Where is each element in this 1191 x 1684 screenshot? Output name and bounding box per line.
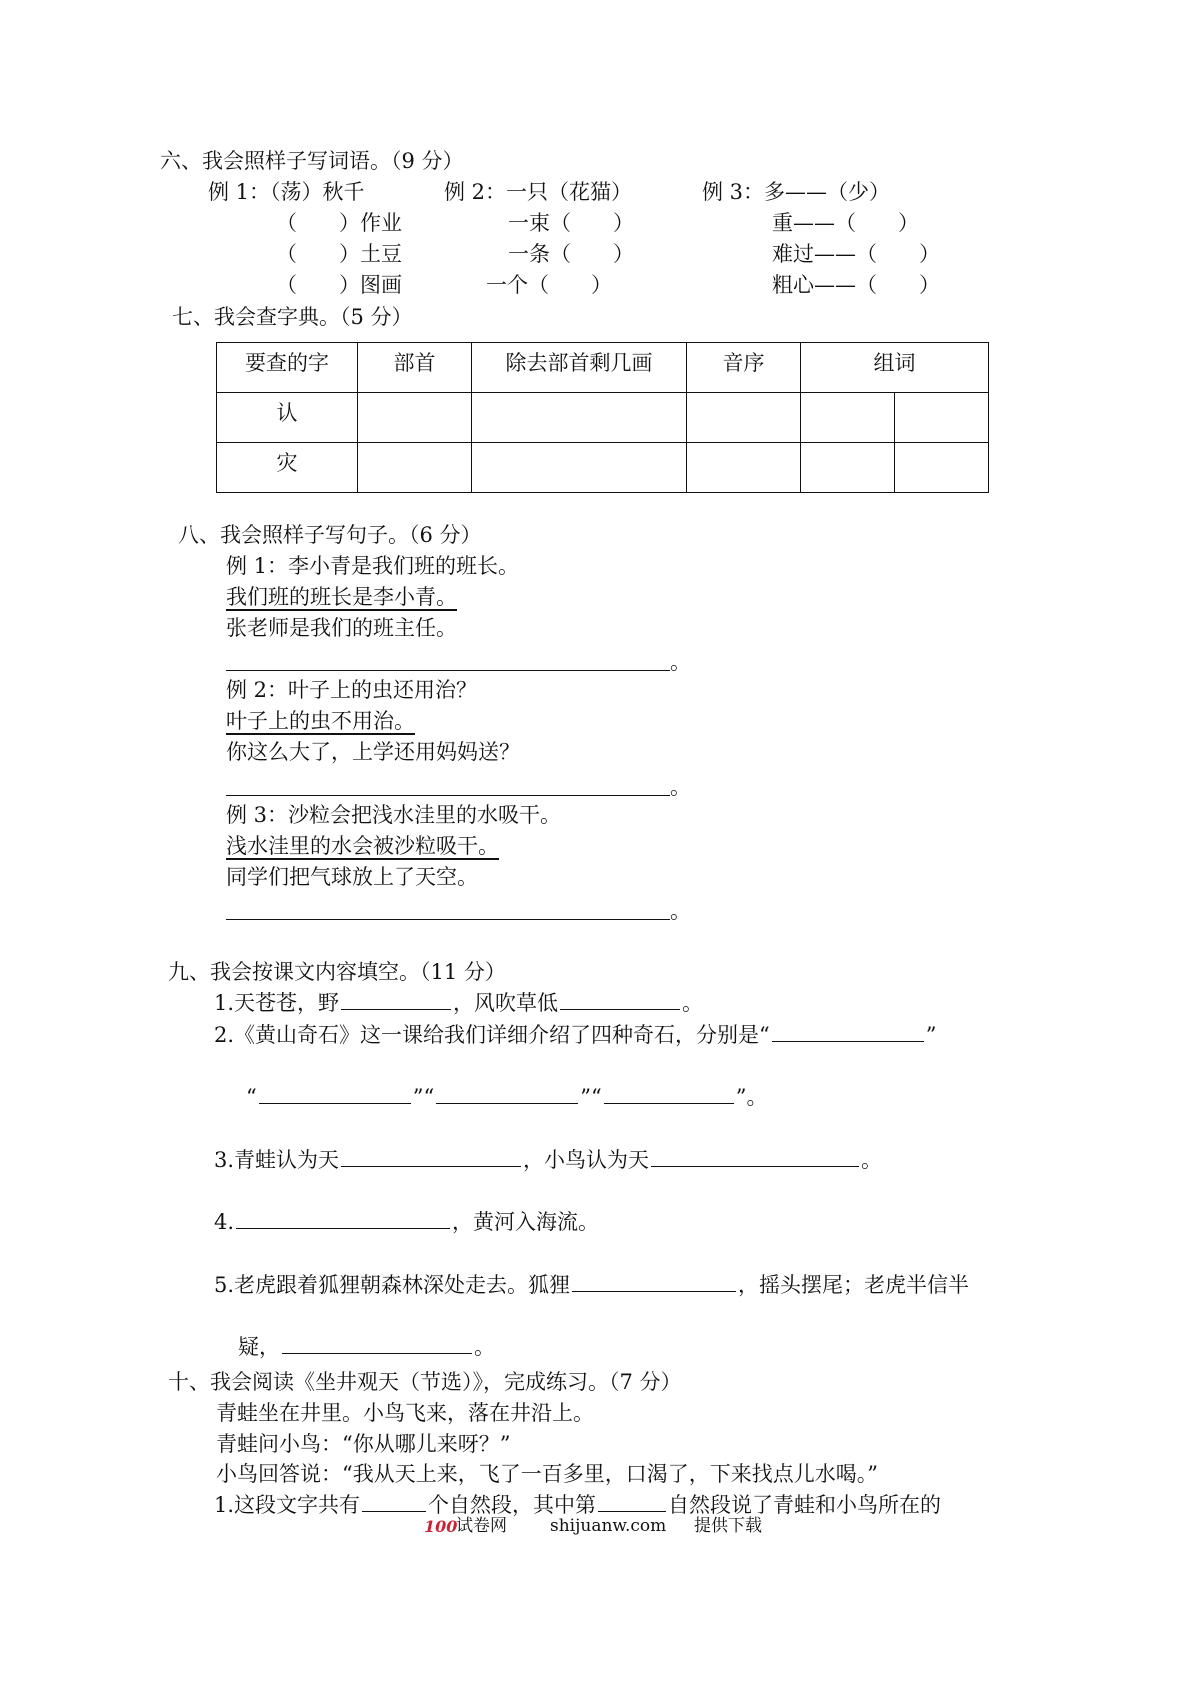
example-3: 例 3：多——（少）	[702, 180, 891, 204]
example-sentence: 例 2：叶子上的虫还用治？	[226, 678, 478, 702]
question-sentence: 你这么大了，上学还用妈妈送？	[226, 740, 520, 764]
q2-blank-4[interactable]	[604, 1102, 734, 1104]
section-10-title: 十、我会阅读《坐井观天（节选）》，完成练习。（7 分）	[168, 1370, 682, 1394]
question-sentence: 张老师是我们的班主任。	[226, 616, 457, 640]
q2-text-f: ”。	[735, 1085, 768, 1109]
footer-note: 提供下载	[694, 1516, 762, 1536]
header-phonetic: 音序	[687, 343, 801, 393]
q2-blank-1[interactable]	[772, 1040, 924, 1042]
q2-text-a: 2.《黄山奇石》这一课给我们详细介绍了四种奇石，分别是“	[214, 1023, 770, 1047]
question-2	[214, 1025, 937, 1046]
header-strokes: 除去部首剩几画	[472, 343, 687, 393]
fill-blank-c1-3[interactable]: （ ）图画	[276, 273, 402, 297]
dictionary-table	[216, 342, 989, 493]
q5-blank-1[interactable]	[572, 1290, 736, 1292]
table-row	[217, 443, 989, 493]
q1-text-c: 。	[682, 991, 704, 1015]
q4-blank-1[interactable]	[236, 1227, 450, 1229]
cell-phonetic[interactable]	[687, 393, 801, 443]
example-answer: 浅水洼里的水会被沙粒吸干。	[226, 834, 499, 858]
header-char: 要查的字	[217, 343, 358, 393]
q1-text-b: ，风吹草低	[453, 991, 559, 1015]
r1-blank-2[interactable]	[598, 1510, 666, 1512]
question-5	[214, 1275, 969, 1296]
r1-text-b: 个自然段，其中第	[428, 1493, 597, 1517]
q3-text-c: 。	[861, 1148, 883, 1172]
reading-paragraph-1: 青蛙坐在井里。小鸟飞来，落在井沿上。	[216, 1401, 594, 1425]
question-3	[214, 1150, 882, 1171]
question-5-cont	[238, 1337, 495, 1358]
q5-text-b: ，摇头摆尾；老虎半信半	[738, 1273, 970, 1297]
table-header-row	[217, 343, 989, 393]
row-char: 认	[217, 393, 358, 443]
answer-line[interactable]	[226, 795, 670, 796]
q2-text-e: ”“	[580, 1085, 602, 1109]
fill-blank-c3-2[interactable]: 难过——（ ）	[772, 242, 940, 266]
row-char: 灾	[217, 443, 358, 493]
r1-text-a: 1.这段文字共有	[214, 1493, 361, 1517]
q4-text-b: ，黄河入海流。	[452, 1210, 600, 1234]
q2-text-b: ”	[925, 1023, 937, 1047]
reading-question-1	[214, 1495, 941, 1516]
q5-blank-2[interactable]	[282, 1352, 472, 1354]
example-sentence: 例 3：沙粒会把浅水洼里的水吸干。	[226, 803, 562, 827]
q2-text-d: ”“	[412, 1085, 435, 1109]
q4-text-a: 4.	[214, 1210, 235, 1234]
q5-text-d: 。	[474, 1335, 495, 1359]
q3-text-b: ，小鸟认为天	[523, 1148, 650, 1172]
section-9-title: 九、我会按课文内容填空。（11 分）	[168, 960, 506, 984]
answer-line[interactable]	[226, 919, 670, 920]
q3-text-a: 3.青蛙认为天	[214, 1148, 340, 1172]
fill-blank-c1-2[interactable]: （ ）土豆	[276, 242, 402, 266]
cell-radical[interactable]	[358, 443, 472, 493]
cell-word-1[interactable]	[801, 443, 895, 493]
q5-text-a: 5.老虎跟着狐狸朝森林深处走去。狐狸	[214, 1273, 571, 1297]
cell-word-2[interactable]	[895, 443, 989, 493]
q1-text-a: 1.天苍苍，野	[214, 991, 340, 1015]
q3-blank-1[interactable]	[341, 1165, 521, 1167]
section-6-title: 六、我会照样子写词语。（9 分）	[160, 149, 464, 173]
section-8-title: 八、我会照样子写句子。（6 分）	[178, 523, 482, 547]
fill-blank-c2-3[interactable]: 一个（ ）	[486, 273, 612, 297]
footer-url[interactable]: shijuanw.com	[550, 1516, 667, 1536]
fill-blank-c2-2[interactable]: 一条（ ）	[508, 242, 634, 266]
r1-text-c: 自然段说了青蛙和小鸟所在的	[668, 1493, 942, 1517]
example-sentence: 例 1：李小青是我们班的班长。	[226, 554, 520, 578]
period: 。	[670, 775, 691, 799]
q2-text-c: “	[246, 1085, 257, 1109]
answer-line[interactable]	[226, 670, 670, 671]
example-answer: 叶子上的虫不用治。	[226, 709, 415, 733]
footer-site-name: 试卷网	[456, 1516, 507, 1536]
cell-phonetic[interactable]	[687, 443, 801, 493]
fill-blank-c1-1[interactable]: （ ）作业	[276, 211, 402, 235]
fill-blank-c3-1[interactable]: 重——（ ）	[772, 211, 919, 235]
q5-text-c: 疑，	[238, 1335, 280, 1359]
fill-blank-c2-1[interactable]: 一束（ ）	[508, 211, 634, 235]
header-radical: 部首	[358, 343, 472, 393]
question-1	[214, 993, 703, 1014]
example-2: 例 2：一只（花猫）	[444, 180, 633, 204]
cell-word-1[interactable]	[801, 393, 895, 443]
period: 。	[670, 899, 691, 923]
cell-strokes[interactable]	[472, 443, 687, 493]
cell-strokes[interactable]	[472, 393, 687, 443]
q2-blank-2[interactable]	[259, 1102, 411, 1104]
table-row	[217, 393, 989, 443]
q3-blank-2[interactable]	[651, 1165, 859, 1167]
question-4	[214, 1212, 599, 1233]
question-2-cont	[246, 1087, 767, 1108]
reading-paragraph-3: 小鸟回答说：“我从天上来，飞了一百多里，口渴了，下来找点儿水喝。”	[216, 1462, 878, 1486]
q2-blank-3[interactable]	[436, 1102, 578, 1104]
q1-blank-1[interactable]	[341, 1008, 451, 1010]
q1-blank-2[interactable]	[560, 1008, 680, 1010]
fill-blank-c3-3[interactable]: 粗心——（ ）	[772, 273, 940, 297]
example-answer: 我们班的班长是李小青。	[226, 585, 457, 609]
site-logo: 100	[424, 1517, 458, 1536]
example-1: 例 1：（荡）秋千	[208, 180, 365, 204]
period: 。	[670, 650, 691, 674]
header-words: 组词	[801, 343, 989, 393]
cell-radical[interactable]	[358, 393, 472, 443]
section-7-title: 七、我会查字典。（5 分）	[172, 305, 413, 329]
question-sentence: 同学们把气球放上了天空。	[226, 865, 478, 889]
r1-blank-1[interactable]	[362, 1510, 426, 1512]
cell-word-2[interactable]	[895, 393, 989, 443]
reading-paragraph-2: 青蛙问小鸟：“你从哪儿来呀？”	[216, 1432, 511, 1456]
